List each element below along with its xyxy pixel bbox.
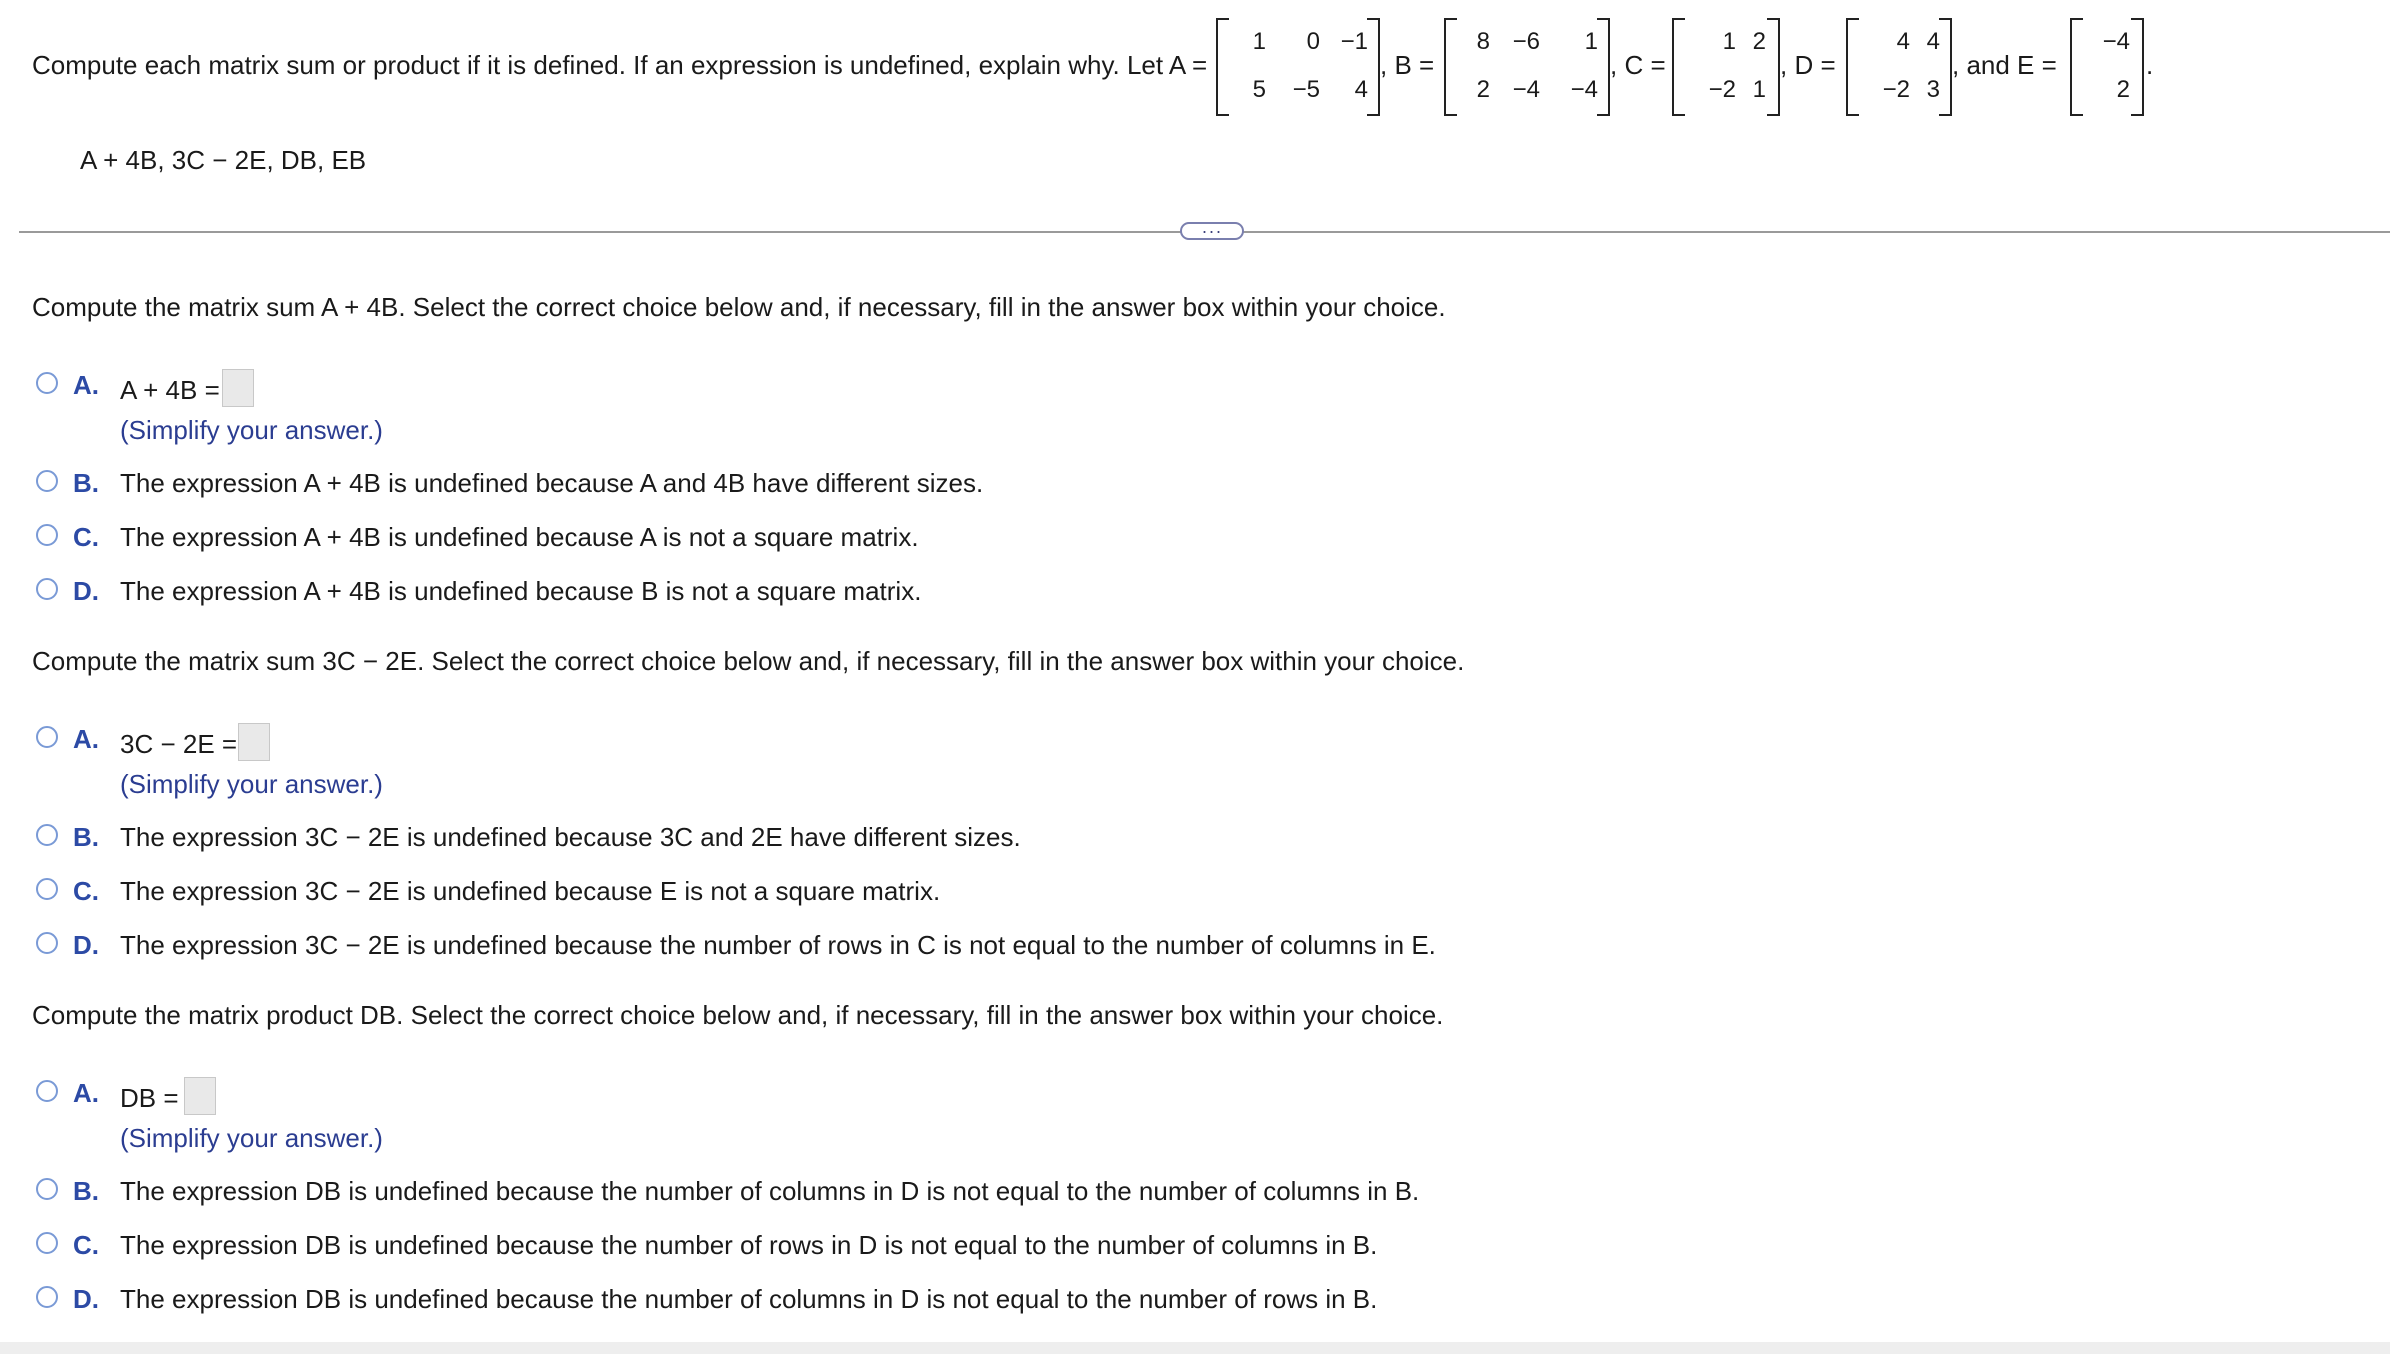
matrix-cell: 1 bbox=[1584, 28, 1598, 55]
q1-choice-a-letter: A. bbox=[73, 370, 99, 400]
q1-answer-box[interactable] bbox=[222, 369, 254, 407]
matrix-cell: −1 bbox=[1340, 28, 1368, 55]
q2-choice-b-letter: B. bbox=[73, 822, 99, 852]
matrix-cell: −2 bbox=[1882, 76, 1910, 103]
matrix-bracket-left bbox=[1846, 18, 1859, 116]
q2-choice-b-radio[interactable] bbox=[36, 824, 58, 846]
matrix-cell: 3 bbox=[1926, 76, 1940, 103]
matrix-cell: 1 bbox=[1252, 28, 1266, 55]
q1-choice-c-text: The expression A + 4B is undefined because A is not a square matrix. bbox=[120, 522, 919, 552]
q3-choice-d-letter: D. bbox=[73, 1284, 99, 1314]
matrix-bracket-right bbox=[1597, 18, 1610, 116]
q2-prompt: Compute the matrix sum 3C − 2E. Select the correct choice below and, if necessary, fill in the answer box within your choice. bbox=[32, 646, 1465, 676]
q2-choice-a-text: 3C − 2E = bbox=[120, 729, 238, 759]
matrix-cell: −2 bbox=[1708, 76, 1736, 103]
q1-choice-a-text: A + 4B = bbox=[120, 375, 220, 405]
q1-choice-b-letter: B. bbox=[73, 468, 99, 498]
matrix-cell: −5 bbox=[1292, 76, 1320, 103]
matrix-b bbox=[1444, 18, 1610, 116]
problem-intro: Compute each matrix sum or product if it is defined. If an expression is undefined, explain why. Let A = bbox=[32, 50, 1208, 80]
q3-choice-c-text: The expression DB is undefined because the number of rows in D is not equal to the number of columns in B. bbox=[120, 1230, 1378, 1260]
matrix-bracket-left bbox=[1444, 18, 1457, 116]
q1-choice-d-text: The expression A + 4B is undefined because B is not a square matrix. bbox=[120, 576, 922, 606]
q3-choice-b-text: The expression DB is undefined because the number of columns in D is not equal to the number of columns in B. bbox=[120, 1176, 1420, 1206]
statement-end: . bbox=[2146, 50, 2154, 80]
q2-choice-d-radio[interactable] bbox=[36, 932, 58, 954]
q3-answer-box[interactable] bbox=[184, 1077, 216, 1115]
q2-choice-c-letter: C. bbox=[73, 876, 99, 906]
separator-d: , D = bbox=[1780, 50, 1836, 80]
matrix-cell: 2 bbox=[1476, 76, 1490, 103]
matrix-c bbox=[1672, 18, 1780, 116]
q1-choice-a-radio[interactable] bbox=[36, 372, 58, 394]
q3-choice-d-radio[interactable] bbox=[36, 1286, 58, 1308]
matrix-cell: 2 bbox=[1752, 28, 1766, 55]
q2-answer-box[interactable] bbox=[238, 723, 270, 761]
matrix-cell: −6 bbox=[1512, 28, 1540, 55]
matrix-bracket-right bbox=[1939, 18, 1952, 116]
q1-choice-b-text: The expression A + 4B is undefined because A and 4B have different sizes. bbox=[120, 468, 984, 498]
matrix-e bbox=[2070, 18, 2144, 116]
q1-prompt: Compute the matrix sum A + 4B. Select the correct choice below and, if necessary, fill in the answer box within your choice. bbox=[32, 292, 1446, 322]
matrix-cell: 2 bbox=[2116, 76, 2130, 103]
q1-choice-d-radio[interactable] bbox=[36, 578, 58, 600]
q2-choice-b-text: The expression 3C − 2E is undefined because 3C and 2E have different sizes. bbox=[120, 822, 1021, 852]
q2-hint: (Simplify your answer.) bbox=[120, 769, 383, 799]
q2-choice-a-radio[interactable] bbox=[36, 726, 58, 748]
q3-choice-b-radio[interactable] bbox=[36, 1178, 58, 1200]
matrix-cell: −4 bbox=[1570, 76, 1598, 103]
matrix-cell: 0 bbox=[1306, 28, 1320, 55]
q2-choice-d-text: The expression 3C − 2E is undefined because the number of rows in C is not equal to the number of columns in E. bbox=[120, 930, 1436, 960]
more-button[interactable]: ··· bbox=[1180, 222, 1244, 240]
q3-choice-c-radio[interactable] bbox=[36, 1232, 58, 1254]
matrix-cell: 4 bbox=[1354, 76, 1368, 103]
matrix-bracket-right bbox=[1367, 18, 1380, 116]
q3-choice-c-letter: C. bbox=[73, 1230, 99, 1260]
matrix-cell: 4 bbox=[1896, 28, 1910, 55]
matrix-bracket-right bbox=[2131, 18, 2144, 116]
q1-choice-c-letter: C. bbox=[73, 522, 99, 552]
matrix-bracket-left bbox=[1216, 18, 1229, 116]
q3-choice-a-text: DB = bbox=[120, 1083, 179, 1113]
q2-choice-c-text: The expression 3C − 2E is undefined because E is not a square matrix. bbox=[120, 876, 941, 906]
q2-choice-c-radio[interactable] bbox=[36, 878, 58, 900]
matrix-cell: 1 bbox=[1722, 28, 1736, 55]
separator-e: , and E = bbox=[1952, 50, 2057, 80]
matrix-bracket-left bbox=[1672, 18, 1685, 116]
matrix-cell: 4 bbox=[1926, 28, 1940, 55]
matrix-cell: −4 bbox=[2102, 28, 2130, 55]
separator-b: , B = bbox=[1380, 50, 1435, 80]
q1-hint: (Simplify your answer.) bbox=[120, 415, 383, 445]
matrix-cell: −4 bbox=[1512, 76, 1540, 103]
matrix-a bbox=[1216, 18, 1380, 116]
q3-choice-d-text: The expression DB is undefined because the number of columns in D is not equal to the number of rows in B. bbox=[120, 1284, 1378, 1314]
expressions-list: A + 4B, 3C − 2E, DB, EB bbox=[80, 145, 367, 175]
bottom-bar bbox=[0, 1342, 2390, 1354]
matrix-bracket-right bbox=[1767, 18, 1780, 116]
q3-prompt: Compute the matrix product DB. Select the correct choice below and, if necessary, fill in the answer box within your choice. bbox=[32, 1000, 1444, 1030]
q2-choice-a-letter: A. bbox=[73, 724, 99, 754]
q1-choice-d-letter: D. bbox=[73, 576, 99, 606]
q3-choice-b-letter: B. bbox=[73, 1176, 99, 1206]
matrix-cell: 1 bbox=[1752, 76, 1766, 103]
q3-choice-a-letter: A. bbox=[73, 1078, 99, 1108]
matrix-cell: 5 bbox=[1252, 76, 1266, 103]
q1-choice-b-radio[interactable] bbox=[36, 470, 58, 492]
q3-choice-a-radio[interactable] bbox=[36, 1080, 58, 1102]
q2-choice-d-letter: D. bbox=[73, 930, 99, 960]
separator-c: , C = bbox=[1610, 50, 1666, 80]
matrix-cell: 8 bbox=[1476, 28, 1490, 55]
q1-choice-c-radio[interactable] bbox=[36, 524, 58, 546]
q3-hint: (Simplify your answer.) bbox=[120, 1123, 383, 1153]
matrix-d bbox=[1846, 18, 1952, 116]
